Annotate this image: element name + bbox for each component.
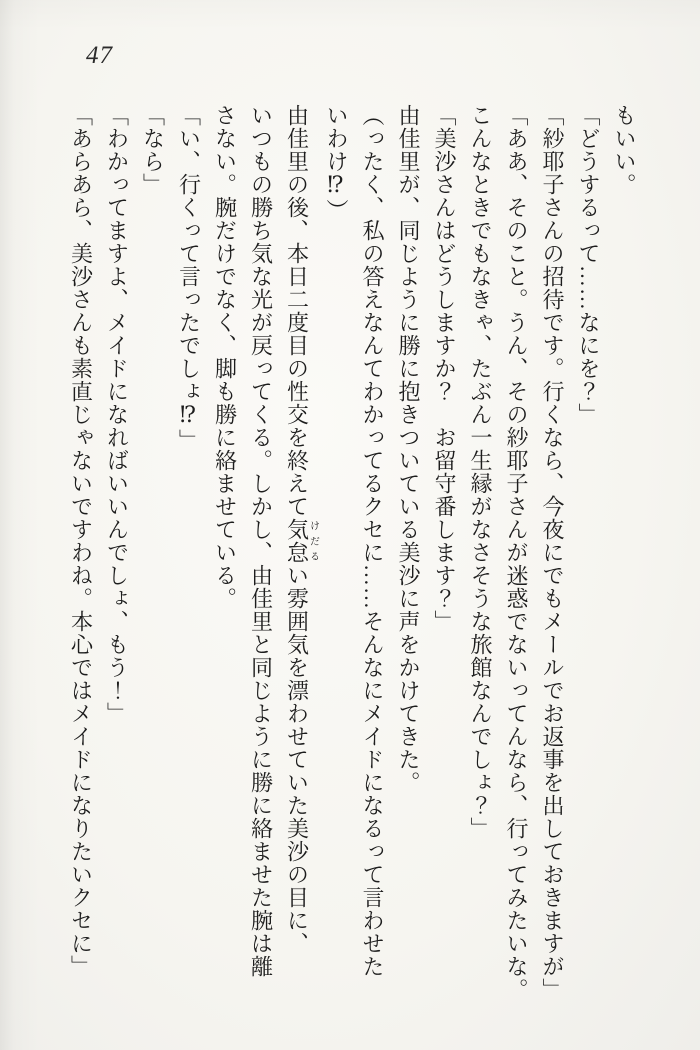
text-line-6: 「美沙さんはどうしますか？ お留守番します？」 — [432, 104, 457, 633]
text-line-10 — [279, 104, 319, 1016]
text-line-7: 由佳里が、同じように勝に抱きついている美沙に声をかけてきた。 — [396, 104, 421, 794]
text-line-10-pre: 由佳里の後、本日二度目の性交を終えて — [284, 104, 310, 518]
text-line-4: 「ああ、そのこと。うん、その紗耶子さんが迷惑でないってんなら、行ってみたいな。 — [504, 104, 529, 1001]
page-number: 47 — [86, 42, 113, 69]
text-line-5: こんなときでもなきゃ、たぶん一生縁がなさそうな旅館なんでしょ？」 — [468, 104, 493, 840]
text-line-8: （ったく、私の答えなんてわかってるクセに……そんなにメイドになるって言わせた — [360, 104, 385, 978]
text-line-16: 「あらあら、美沙さんも素直じゃないですわね。本心ではメイドになりたいクセに」 — [68, 104, 94, 978]
text-line-9: いわけ⁉） — [324, 104, 349, 222]
text-line-13: 「い、行くって言ったでしょ⁉」 — [176, 104, 202, 452]
ruby-base: 気怠 — [284, 518, 310, 564]
text-line-11: いつもの勝ち気な光が戻ってくる。しかし、由佳里と同じように勝に絡ませた腕は離 — [248, 104, 274, 978]
text-line-14: 「なら」 — [140, 104, 166, 196]
text-line-10-post: い雰囲気を漂わせていた美沙の目に、 — [284, 564, 310, 955]
vertical-text-block — [63, 104, 643, 1016]
ruby-text: けだる — [307, 518, 319, 564]
text-line-1: もいい。 — [612, 104, 637, 196]
text-line-12: さない。腕だけでなく、脚も勝に絡ませている。 — [212, 104, 238, 610]
text-line-3: 「紗耶子さんの招待です。行くなら、今夜にでもメールでお返事を出しておきますが」 — [540, 104, 565, 1001]
text-line-15: 「わかってますよ、メイドになればいいんでしょ、もう！」 — [104, 104, 130, 725]
text-line-2: 「どうするって……なにを？」 — [576, 104, 601, 426]
furigana-kedaru — [284, 518, 319, 564]
